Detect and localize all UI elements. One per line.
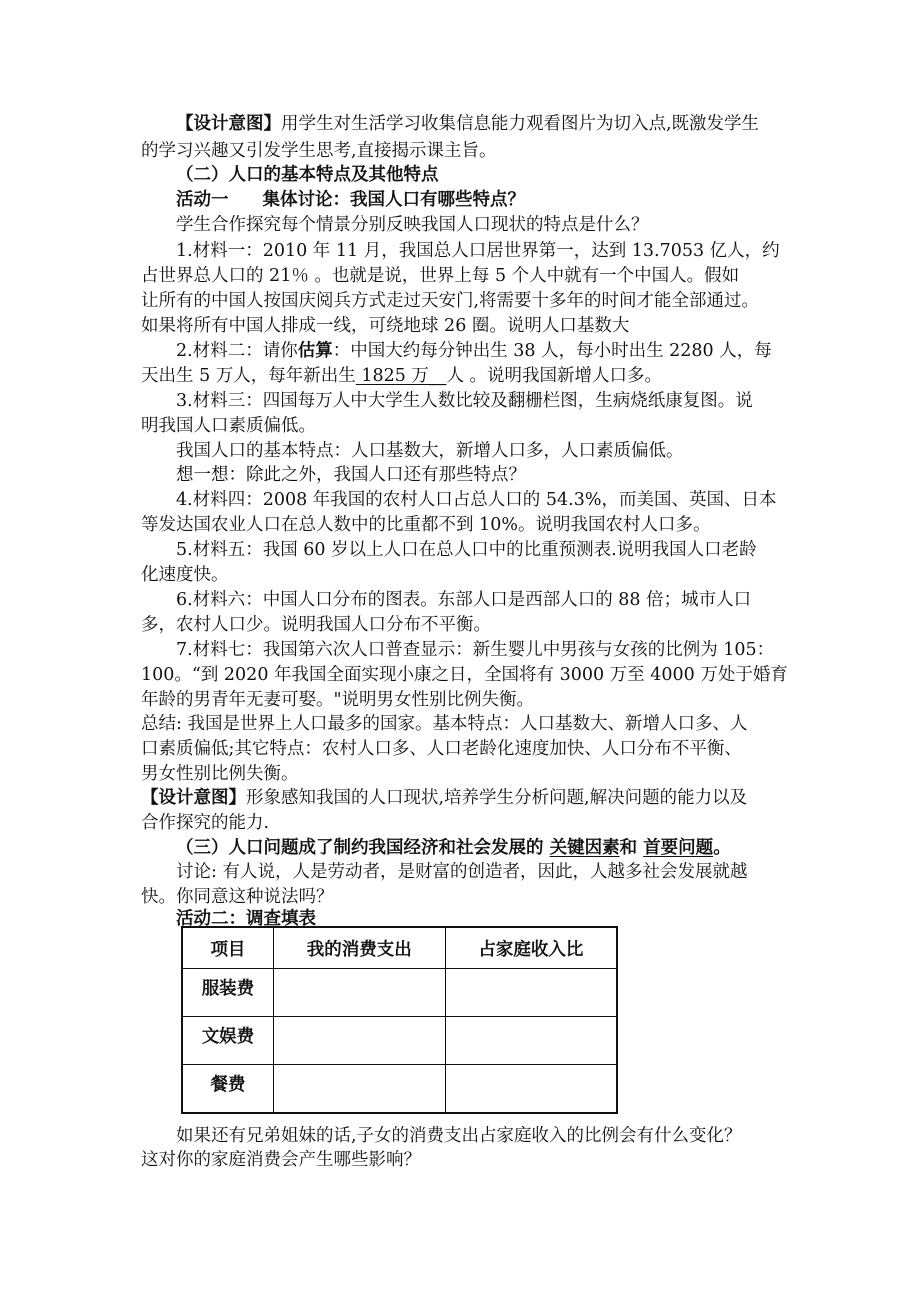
material-5: 5.材料五：我国 60 岁以上人口在总人口中的比重预测表.说明我国人口老龄 bbox=[176, 540, 757, 560]
intro-text: 学生合作探究每个情景分别反映我国人口现状的特点是什么？ bbox=[176, 215, 649, 235]
table-header-row bbox=[182, 927, 617, 969]
material-1-cont: 如果将所有中国人排成一线，可绕地球 26 圈。说明人口基数大 bbox=[141, 316, 630, 336]
fill-cell[interactable] bbox=[445, 969, 617, 1017]
table-row bbox=[182, 1017, 617, 1065]
design-intent-2-cont: 合作探究的能力. bbox=[141, 813, 270, 833]
closing-question-cont: 这对你的家庭消费会产生哪些影响？ bbox=[141, 1150, 421, 1170]
fill-cell[interactable] bbox=[273, 969, 445, 1017]
material-6-cont: 多，农村人口少。说明我国人口分布不平衡。 bbox=[141, 615, 491, 635]
summary-cont: 男女性别比例失衡。 bbox=[141, 764, 299, 784]
fill-cell[interactable] bbox=[445, 1017, 617, 1065]
discussion: 讨论: 有人说，人是劳动者，是财富的创造者，因此，人越多社会发展就越 bbox=[176, 862, 748, 882]
section-2-heading: （二）人口的基本特点及其他特点 bbox=[176, 165, 439, 185]
discussion-cont: 快。你同意这种说法吗？ bbox=[141, 887, 334, 907]
material-7-cont: 100。“到 2020 年我国全面实现小康之日，全国将有 3000 万至 4000 万处于婚育 bbox=[141, 665, 788, 685]
key-factor: 关键因素 bbox=[549, 838, 620, 858]
answer-blank: 1825 万__ bbox=[355, 366, 447, 386]
table-header: 占家庭收入比 bbox=[445, 927, 617, 969]
survey-table bbox=[181, 926, 618, 1114]
activity-1-title: 活动一 集体讨论：我国人口有哪些特点？ bbox=[176, 190, 525, 210]
table-row bbox=[182, 969, 617, 1017]
material-1: 1.材料一：2010 年 11 月，我国总人口居世界第一，达到 13.7053 亿人，约 bbox=[176, 241, 780, 261]
table-header: 项目 bbox=[182, 927, 273, 969]
design-intent-label: 【设计意图】 bbox=[176, 114, 281, 134]
material-1-cont: 占世界总人口的 21％ 。也就是说，世界上每 5 个人中就有一个中国人。假如 bbox=[141, 266, 740, 286]
fill-cell[interactable] bbox=[445, 1065, 617, 1114]
design-intent-1-cont: 的学习兴趣又引发学生思考,直接揭示课主旨。 bbox=[141, 141, 497, 161]
activity-2-title: 活动二：调查填表 bbox=[176, 909, 316, 929]
row-label: 文娱费 bbox=[182, 1017, 273, 1065]
material-5-cont: 化速度快。 bbox=[141, 565, 229, 585]
design-intent-2: 【设计意图】形象感知我国的人口现状,培养学生分析问题,解决问题的能力以及 bbox=[141, 788, 748, 808]
material-7: 7.材料七：我国第六次人口普查显示：新生婴儿中男孩与女孩的比例为 105： bbox=[176, 640, 775, 660]
material-1-cont: 让所有的中国人按国庆阅兵方式走过天安门,将需要十多年的时间才能全部通过。 bbox=[141, 291, 760, 311]
material-4-cont: 等发达国农业人口在总人数中的比重都不到 10%。说明我国农村人口多。 bbox=[141, 515, 711, 535]
fill-cell[interactable] bbox=[273, 1065, 445, 1114]
summary: 总结: 我国是世界上人口最多的国家。基本特点：人口基数大、新增人口多、人 bbox=[141, 714, 748, 734]
material-4: 4.材料四：2008 年我国的农村人口占总人口的 54.3%，而美国、英国、日本 bbox=[176, 490, 777, 510]
material-7-cont: 年龄的男青年无妻可娶。"说明男女性别比例失衡。 bbox=[141, 690, 535, 710]
material-3-cont: 明我国人口素质偏低。 bbox=[141, 416, 316, 436]
material-2-cont: 天出生 5 万人，每年新出生 1825 万__人 。说明我国新增人口多。 bbox=[141, 366, 662, 386]
closing-question: 如果还有兄弟姐妹的话,子女的消费支出占家庭收入的比例会有什么变化？ bbox=[176, 1126, 742, 1146]
row-label: 餐费 bbox=[182, 1065, 273, 1114]
design-intent-label: 【设计意图】 bbox=[141, 788, 246, 808]
table-row bbox=[182, 1065, 617, 1114]
row-label: 服装费 bbox=[182, 969, 273, 1017]
fill-cell[interactable] bbox=[273, 1017, 445, 1065]
section-3-heading: （三）人口问题成了制约我国经济和社会发展的 关键因素和 首要问题。 bbox=[176, 838, 731, 858]
material-6: 6.材料六：中国人口分布的图表。东部人口是西部人口的 88 倍；城市人口 bbox=[176, 590, 752, 610]
design-intent-1: 【设计意图】用学生对生活学习收集信息能力观看图片为切入点,既激发学生 bbox=[176, 114, 760, 134]
summary-cont: 口素质偏低;其它特点：农村人口多、人口老龄化速度加快、人口分布不平衡、 bbox=[141, 739, 742, 759]
primary-issue: 首要问题 bbox=[643, 838, 714, 858]
material-2: 2.材料二：请你估算：中国大约每分钟出生 38 人，每小时出生 2280 人，每 bbox=[176, 341, 772, 361]
think-question: 想一想：除此之外，我国人口还有那些特点？ bbox=[176, 465, 526, 485]
material-3: 3.材料三：四国每万人中大学生人数比较及翻栅栏图，生病烧纸康复图。说 bbox=[176, 391, 753, 411]
table-header: 我的消费支出 bbox=[273, 927, 445, 969]
basic-features: 我国人口的基本特点：人口基数大，新增人口多，人口素质偏低。 bbox=[176, 441, 684, 461]
